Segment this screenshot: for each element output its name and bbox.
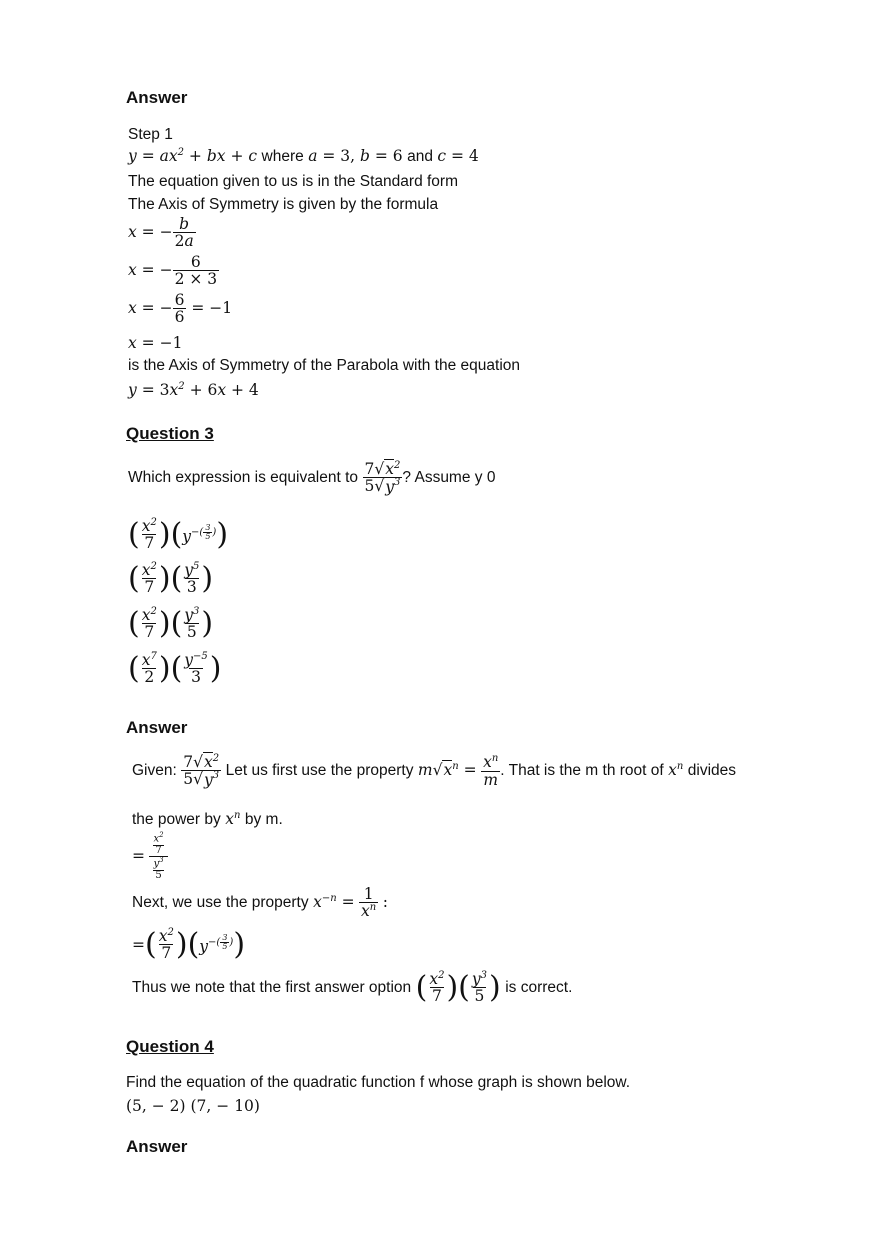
option-4: ( $\frac{x^7}{2}$ ) ( $\frac{y^{-5}}{3}$ ) — [128, 650, 222, 687]
conclusion-line-q3: Thus we note that the first answer option ( $\frac{x^2}{7}$ ) ( $\frac{y^3}{5}$ ) is correct. — [132, 969, 573, 1006]
parabola-equation: $y = 3x^2 + 6x + 4$ — [128, 381, 259, 400]
option-1: ( $\frac{x^2}{7}$ ) ( $y^{-( \frac{3}{5} )}$ ) — [128, 516, 229, 553]
correct-text: is correct. — [505, 978, 573, 996]
axis-substitution-equation: x = − $\frac{6}{2 \times 3}$ — [128, 253, 218, 289]
mth-root-text: . That is the m th root of — [500, 762, 664, 780]
question-4-heading: Question 4 — [126, 1037, 214, 1056]
answer-heading-3: Answer — [126, 718, 188, 737]
divides-text: divides — [687, 762, 737, 780]
complex-fraction: = $\frac{\frac{x^2}{7}}{\frac{y^3}{5}}$ — [132, 832, 168, 882]
step-label: Step 1 — [128, 126, 173, 143]
prompt-prefix: Which expression is equivalent to — [128, 469, 359, 487]
axis-formula-text: The Axis of Symmetry is given by the formula — [128, 196, 439, 213]
question-3-prompt: Which expression is equivalent to $\frac{7√x^2}{5√y^3}$ ? Assume y 0 — [128, 460, 496, 496]
answer-heading-1: Answer — [126, 88, 188, 107]
prompt-suffix: ? Assume y 0 — [402, 469, 496, 487]
question-3-heading: Question 3 — [126, 424, 214, 443]
question-4-prompt: Find the equation of the quadratic function f whose graph is shown below. — [126, 1074, 631, 1091]
conclusion-text: is the Axis of Symmetry of the Parabola with the equation — [128, 357, 521, 374]
next-text: Next, we use the property — [132, 894, 309, 912]
given-line: Given: $\frac{7√x^2}{5√y^3}$ Let us first use the property $m√x^n$ = $\frac{x^n}{m}$ . That is the m th root of $x^n$ divides — [132, 753, 737, 789]
by-m-text: by m. — [244, 811, 283, 829]
axis-simplified-equation: x = − $\frac{6}{6}$ = −1 — [128, 291, 233, 327]
next-property-line: Next, we use the property $x^{-n}$ = $\frac{1}{x^n}$ : — [132, 885, 388, 921]
option-3: ( $\frac{x^2}{7}$ ) ( $\frac{y^3}{5}$ ) — [128, 605, 214, 642]
answer-heading-4: Answer — [126, 1137, 188, 1156]
power-text: the power by — [132, 811, 221, 829]
given-label: Given: — [132, 762, 177, 780]
thus-text: Thus we note that the first answer option — [132, 978, 412, 996]
question-4-points: (5, − 2) (7, − 10) — [126, 1097, 260, 1115]
standard-form-text: The equation given to us is in the Standard form — [128, 173, 459, 190]
axis-formula-equation: x = − $\frac{b}{2a}$ — [128, 215, 194, 251]
and-word: and — [407, 148, 433, 166]
property-text: Let us first use the property — [225, 762, 414, 780]
rewritten-expression: = ( $\frac{x^2}{7}$ ) ( $y^{-( \frac{3}{5} )}$ ) — [132, 926, 246, 963]
standard-form-equation: $y = ax^2$ + bx + c where a = 3, b = 6 and c = 4 — [128, 147, 479, 166]
power-line: the power by $x^n$ by m. — [132, 810, 283, 829]
axis-result: x = −1 — [128, 334, 183, 352]
option-2: ( $\frac{x^2}{7}$ ) ( $\frac{y^5}{3}$ ) — [128, 560, 214, 597]
where-word: where — [261, 148, 304, 166]
